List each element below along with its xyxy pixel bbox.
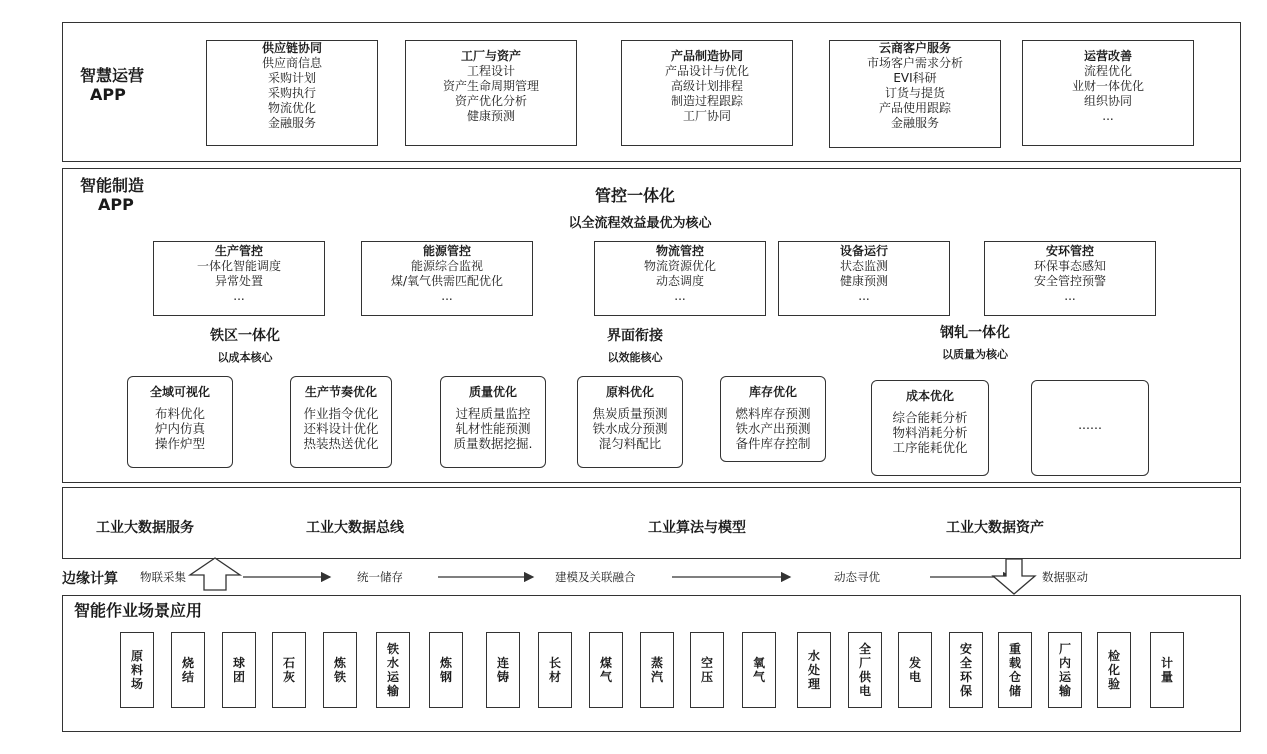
optimization-title: 质量优化 [468, 385, 517, 399]
optimization-item: 物料消耗分析 [892, 425, 968, 440]
scene-item-label: 煤气 [599, 656, 612, 684]
control-item: ... [233, 289, 245, 303]
scene-item[interactable] [690, 632, 724, 708]
control-item: ... [858, 289, 870, 303]
edge-flow-step-4: 动态寻优 [834, 570, 880, 584]
ops-module-item: 业财一体优化 [1071, 79, 1144, 93]
optimization-title: 生产节奏优化 [304, 385, 377, 399]
ops-module-item: 金融服务 [267, 116, 316, 130]
control-item: 异常处置 [214, 274, 263, 288]
scene-item-label: 重载仓储 [1008, 642, 1021, 698]
scene-item-label: 全厂供电 [858, 642, 871, 698]
integration-subtitle: 以质量为核心 [942, 348, 1008, 361]
scene-item-label: 炼铁 [333, 656, 346, 684]
scene-item[interactable] [1097, 632, 1131, 708]
scene-item[interactable] [376, 632, 410, 708]
ops-module-item: 流程优化 [1083, 64, 1132, 78]
bigdata-service: 工业大数据服务 [96, 520, 194, 536]
integration-title: 界面衔接 [607, 328, 663, 344]
optimization-item: 备件库存控制 [735, 436, 811, 451]
ops-module-item: 市场客户需求分析 [866, 56, 963, 70]
scene-item[interactable] [949, 632, 983, 708]
optimization-item: 焦炭质量预测 [592, 406, 668, 421]
ops-module-item: 订货与提货 [884, 86, 945, 100]
ops-app-title: 智慧运营 APP [80, 66, 145, 104]
scene-item-label: 氧气 [752, 656, 765, 684]
optimization-title: 库存优化 [748, 385, 797, 399]
control-item: 一体化智能调度 [196, 259, 281, 273]
edge-flow-step-3: 建模及关联融合 [555, 570, 636, 584]
optimization-item: 轧材性能预测 [455, 421, 531, 436]
scene-item-label: 水处理 [807, 649, 820, 691]
scene-item[interactable] [742, 632, 776, 708]
ops-module-title: 工厂与资产 [460, 49, 521, 63]
scene-item[interactable] [272, 632, 306, 708]
optimization-item: 混匀料配比 [598, 436, 662, 451]
scene-item[interactable] [486, 632, 520, 708]
edge-flow-step-2: 统一储存 [357, 570, 403, 584]
optimization-item: 工序能耗优化 [892, 440, 968, 455]
edge-title: 边缘计算 [62, 571, 118, 587]
scene-item-label: 长材 [548, 656, 561, 684]
optimization-item: 过程质量监控 [455, 406, 531, 421]
ops-module-item: 金融服务 [890, 116, 939, 130]
control-item: ... [441, 289, 453, 303]
bigdata-bus: 工业大数据总线 [306, 520, 404, 536]
mfg-center-title: 管控一体化 [594, 186, 675, 205]
scene-item[interactable] [171, 632, 205, 708]
control-item: 环保事态感知 [1033, 259, 1106, 273]
ops-module-title: 产品制造协同 [670, 49, 743, 63]
ops-module-item: 物流优化 [267, 101, 316, 115]
edge-flow-step-5: 数据驱动 [1042, 570, 1088, 584]
scene-title: 智能作业场景应用 [74, 601, 203, 620]
control-item: 安全管控预警 [1033, 274, 1106, 288]
bigdata-algorithm: 工业算法与模型 [648, 520, 746, 536]
scene-item[interactable] [323, 632, 357, 708]
optimization-title: 原料优化 [605, 385, 654, 399]
ops-module-title: 运营改善 [1083, 49, 1132, 63]
scene-item-label: 安全环保 [959, 642, 972, 698]
optimization-item: 炉内仿真 [154, 421, 205, 436]
scene-item-label: 计量 [1160, 656, 1173, 684]
scene-item-label: 厂内运输 [1058, 642, 1071, 698]
control-item: 物流资源优化 [643, 259, 716, 273]
ops-module-item: 供应商信息 [261, 56, 322, 70]
control-title: 能源管控 [422, 244, 471, 258]
control-item: ... [674, 289, 686, 303]
optimization-item: 布料优化 [154, 406, 205, 421]
ops-module-item: 采购计划 [267, 71, 316, 85]
ops-module-item: 资产优化分析 [454, 94, 527, 108]
scene-item-label: 空压 [700, 656, 713, 684]
scene-item-label: 原料场 [130, 649, 143, 691]
scene-item-label: 连铸 [496, 656, 509, 684]
optimization-item: 铁水成分预测 [592, 421, 668, 436]
control-title: 物流管控 [655, 244, 704, 258]
optimization-item: 热装热送优化 [303, 436, 379, 451]
optimization-item: ...... [1078, 417, 1102, 432]
scene-item[interactable] [1048, 632, 1082, 708]
scene-item-label: 球团 [232, 656, 245, 684]
ops-module-item: EVI科研 [893, 71, 937, 85]
integration-title: 钢轧一体化 [940, 325, 1010, 341]
scene-item[interactable] [1150, 632, 1184, 708]
scene-item-label: 铁水运输 [386, 642, 399, 698]
optimization-item: 燃料库存预测 [735, 406, 811, 421]
scene-item-label: 发电 [908, 656, 921, 684]
scene-item[interactable] [848, 632, 882, 708]
integration-subtitle: 以成本核心 [217, 351, 273, 364]
ops-module-item: 工程设计 [466, 64, 515, 78]
optimization-item: 作业指令优化 [303, 406, 379, 421]
ops-module-item: 健康预测 [466, 109, 515, 123]
ops-module-item: 采购执行 [267, 86, 316, 100]
control-item: 健康预测 [839, 274, 888, 288]
scene-item[interactable] [120, 632, 154, 708]
scene-item-label: 蒸汽 [650, 656, 663, 684]
scene-item[interactable] [998, 632, 1032, 708]
control-item: 煤/氧气供需匹配优化 [390, 274, 504, 288]
ops-module-item: 制造过程跟踪 [670, 94, 743, 108]
bigdata-asset: 工业大数据资产 [946, 520, 1044, 536]
integration-subtitle: 以效能核心 [607, 351, 663, 364]
scene-item[interactable] [898, 632, 932, 708]
control-title: 安环管控 [1045, 244, 1094, 258]
mfg-app-title: 智能制造 APP [80, 176, 145, 214]
scene-item-label: 烧结 [181, 656, 194, 684]
up-arrow-icon [190, 558, 240, 590]
optimization-title: 成本优化 [905, 389, 954, 403]
control-item: ... [1064, 289, 1076, 303]
optimization-item: 还料设计优化 [303, 421, 379, 436]
ops-module-item: 资产生命周期管理 [442, 79, 539, 93]
scene-item[interactable] [589, 632, 623, 708]
optimization-item: 质量数据挖掘. [453, 436, 533, 451]
control-title: 设备运行 [839, 244, 888, 258]
scene-item-label: 炼钢 [439, 656, 452, 684]
ops-module-item: 产品使用跟踪 [878, 101, 951, 115]
ops-module-title: 云商客户服务 [878, 41, 951, 55]
control-item: 动态调度 [655, 274, 704, 288]
ops-module-item: 工厂协同 [682, 109, 731, 123]
control-item: 状态监测 [839, 259, 888, 273]
scene-item[interactable] [538, 632, 572, 708]
mfg-center-subtitle: 以全流程效益最优为核心 [568, 216, 712, 231]
control-item: 能源综合监视 [410, 259, 483, 273]
ops-module-item: 组织协同 [1083, 94, 1132, 108]
scene-item[interactable] [222, 632, 256, 708]
edge-flow-step-1: 物联采集 [140, 570, 186, 584]
scene-item[interactable] [797, 632, 831, 708]
scene-item[interactable] [640, 632, 674, 708]
optimization-item: 操作炉型 [154, 436, 205, 451]
ops-module-item: 高级计划排程 [670, 79, 743, 93]
scene-item-label: 检化验 [1107, 649, 1120, 691]
ops-module-title: 供应链协同 [261, 41, 322, 55]
optimization-item: 铁水产出预测 [735, 421, 811, 436]
control-title: 生产管控 [214, 244, 263, 258]
ops-module-item: 产品设计与优化 [664, 64, 749, 78]
down-arrow-icon [993, 559, 1035, 594]
ops-module-item: ... [1102, 109, 1114, 123]
scene-item-label: 石灰 [282, 656, 295, 684]
optimization-item: 综合能耗分析 [892, 410, 968, 425]
optimization-title: 全域可视化 [149, 385, 210, 399]
scene-item[interactable] [429, 632, 463, 708]
integration-title: 铁区一体化 [210, 328, 280, 344]
